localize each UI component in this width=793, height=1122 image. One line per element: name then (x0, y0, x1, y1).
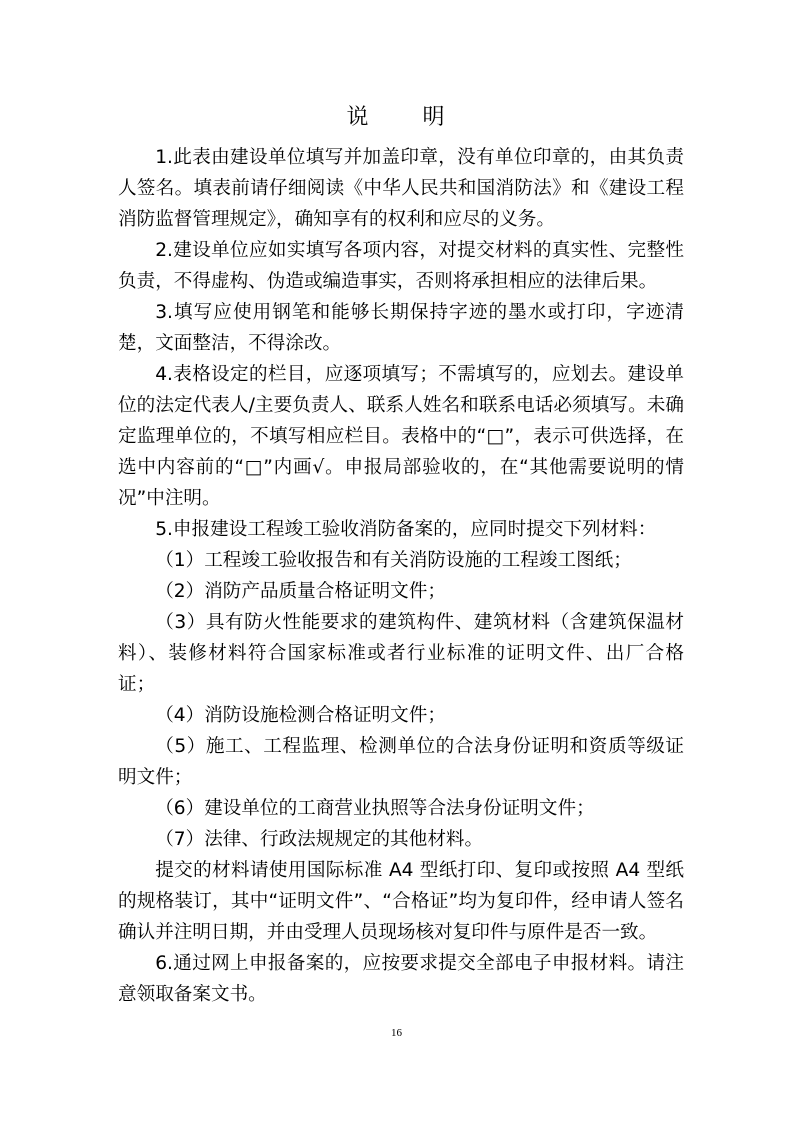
list-item-5: （5）施工、工程监理、检测单位的合法身份证明和资质等级证明文件； (118, 736, 684, 788)
list-item-6: （6）建设单位的工商营业执照等合法身份证明文件； (155, 798, 595, 819)
page-number: 16 (391, 1027, 402, 1039)
paragraph-3: 3.填写应使用钢笔和能够长期保持字迹的墨水或打印，字迹清楚，文面整洁，不得涂改。 (118, 302, 684, 354)
paragraph-5: 5.申报建设工程竣工验收消防备案的，应同时提交下列材料： (155, 519, 657, 540)
list-item-1: （1）工程竣工验收报告和有关消防设施的工程竣工图纸； (155, 550, 632, 571)
paragraph-6: 6.通过网上申报备案的，应按要求提交全部电子申报材料。请注意领取备案文书。 (118, 953, 684, 1005)
paragraph-4: 4.表格设定的栏目，应逐项填写；不需填写的，应划去。建设单位的法定代表人/主要负责人、联系人姓名和联系电话必须填写。未确定监理单位的，不填写相应栏目。表格中的“□”，表示可供选择，在选中内容前的“□”内画√。申报局部验收的，在“其他需要说明的情况”中注明。 (118, 364, 684, 509)
list-item-3: （3）具有防火性能要求的建筑构件、建筑材料（含建筑保温材料）、装修材料符合国家标准或者行业标准的证明文件、出厂合格证； (118, 612, 684, 695)
page-title-left: 说 (346, 105, 371, 130)
page-title (0, 103, 793, 133)
paragraph-1: 1.此表由建设单位填写并加盖印章，没有单位印章的，由其负责人签名。填表前请仔细阅读《中华人民共和国消防法》和《建设工程消防监督管理规定》，确知享有的权利和应尽的义务。 (118, 147, 684, 230)
list-item-7: （7）法律、行政法规规定的其他材料。 (155, 829, 484, 850)
paragraph-a4-note: 提交的材料请使用国际标准 A4 型纸打印、复印或按照 A4 型纸的规格装订，其中“证明文件”、“合格证”均为复印件，经申请人签名确认并注明日期，并由受理人员现场核对复印件与原件是否一致。 (118, 860, 684, 943)
list-item-4: （4）消防设施检测合格证明文件； (155, 705, 446, 726)
paragraph-2: 2.建设单位应如实填写各项内容，对提交材料的真实性、完整性负责，不得虚构、伪造或编造事实，否则将承担相应的法律后果。 (118, 240, 684, 292)
instructions-body (118, 142, 684, 1010)
list-item-2: （2）消防产品质量合格证明文件； (155, 581, 446, 602)
page-title-right: 明 (422, 105, 447, 130)
